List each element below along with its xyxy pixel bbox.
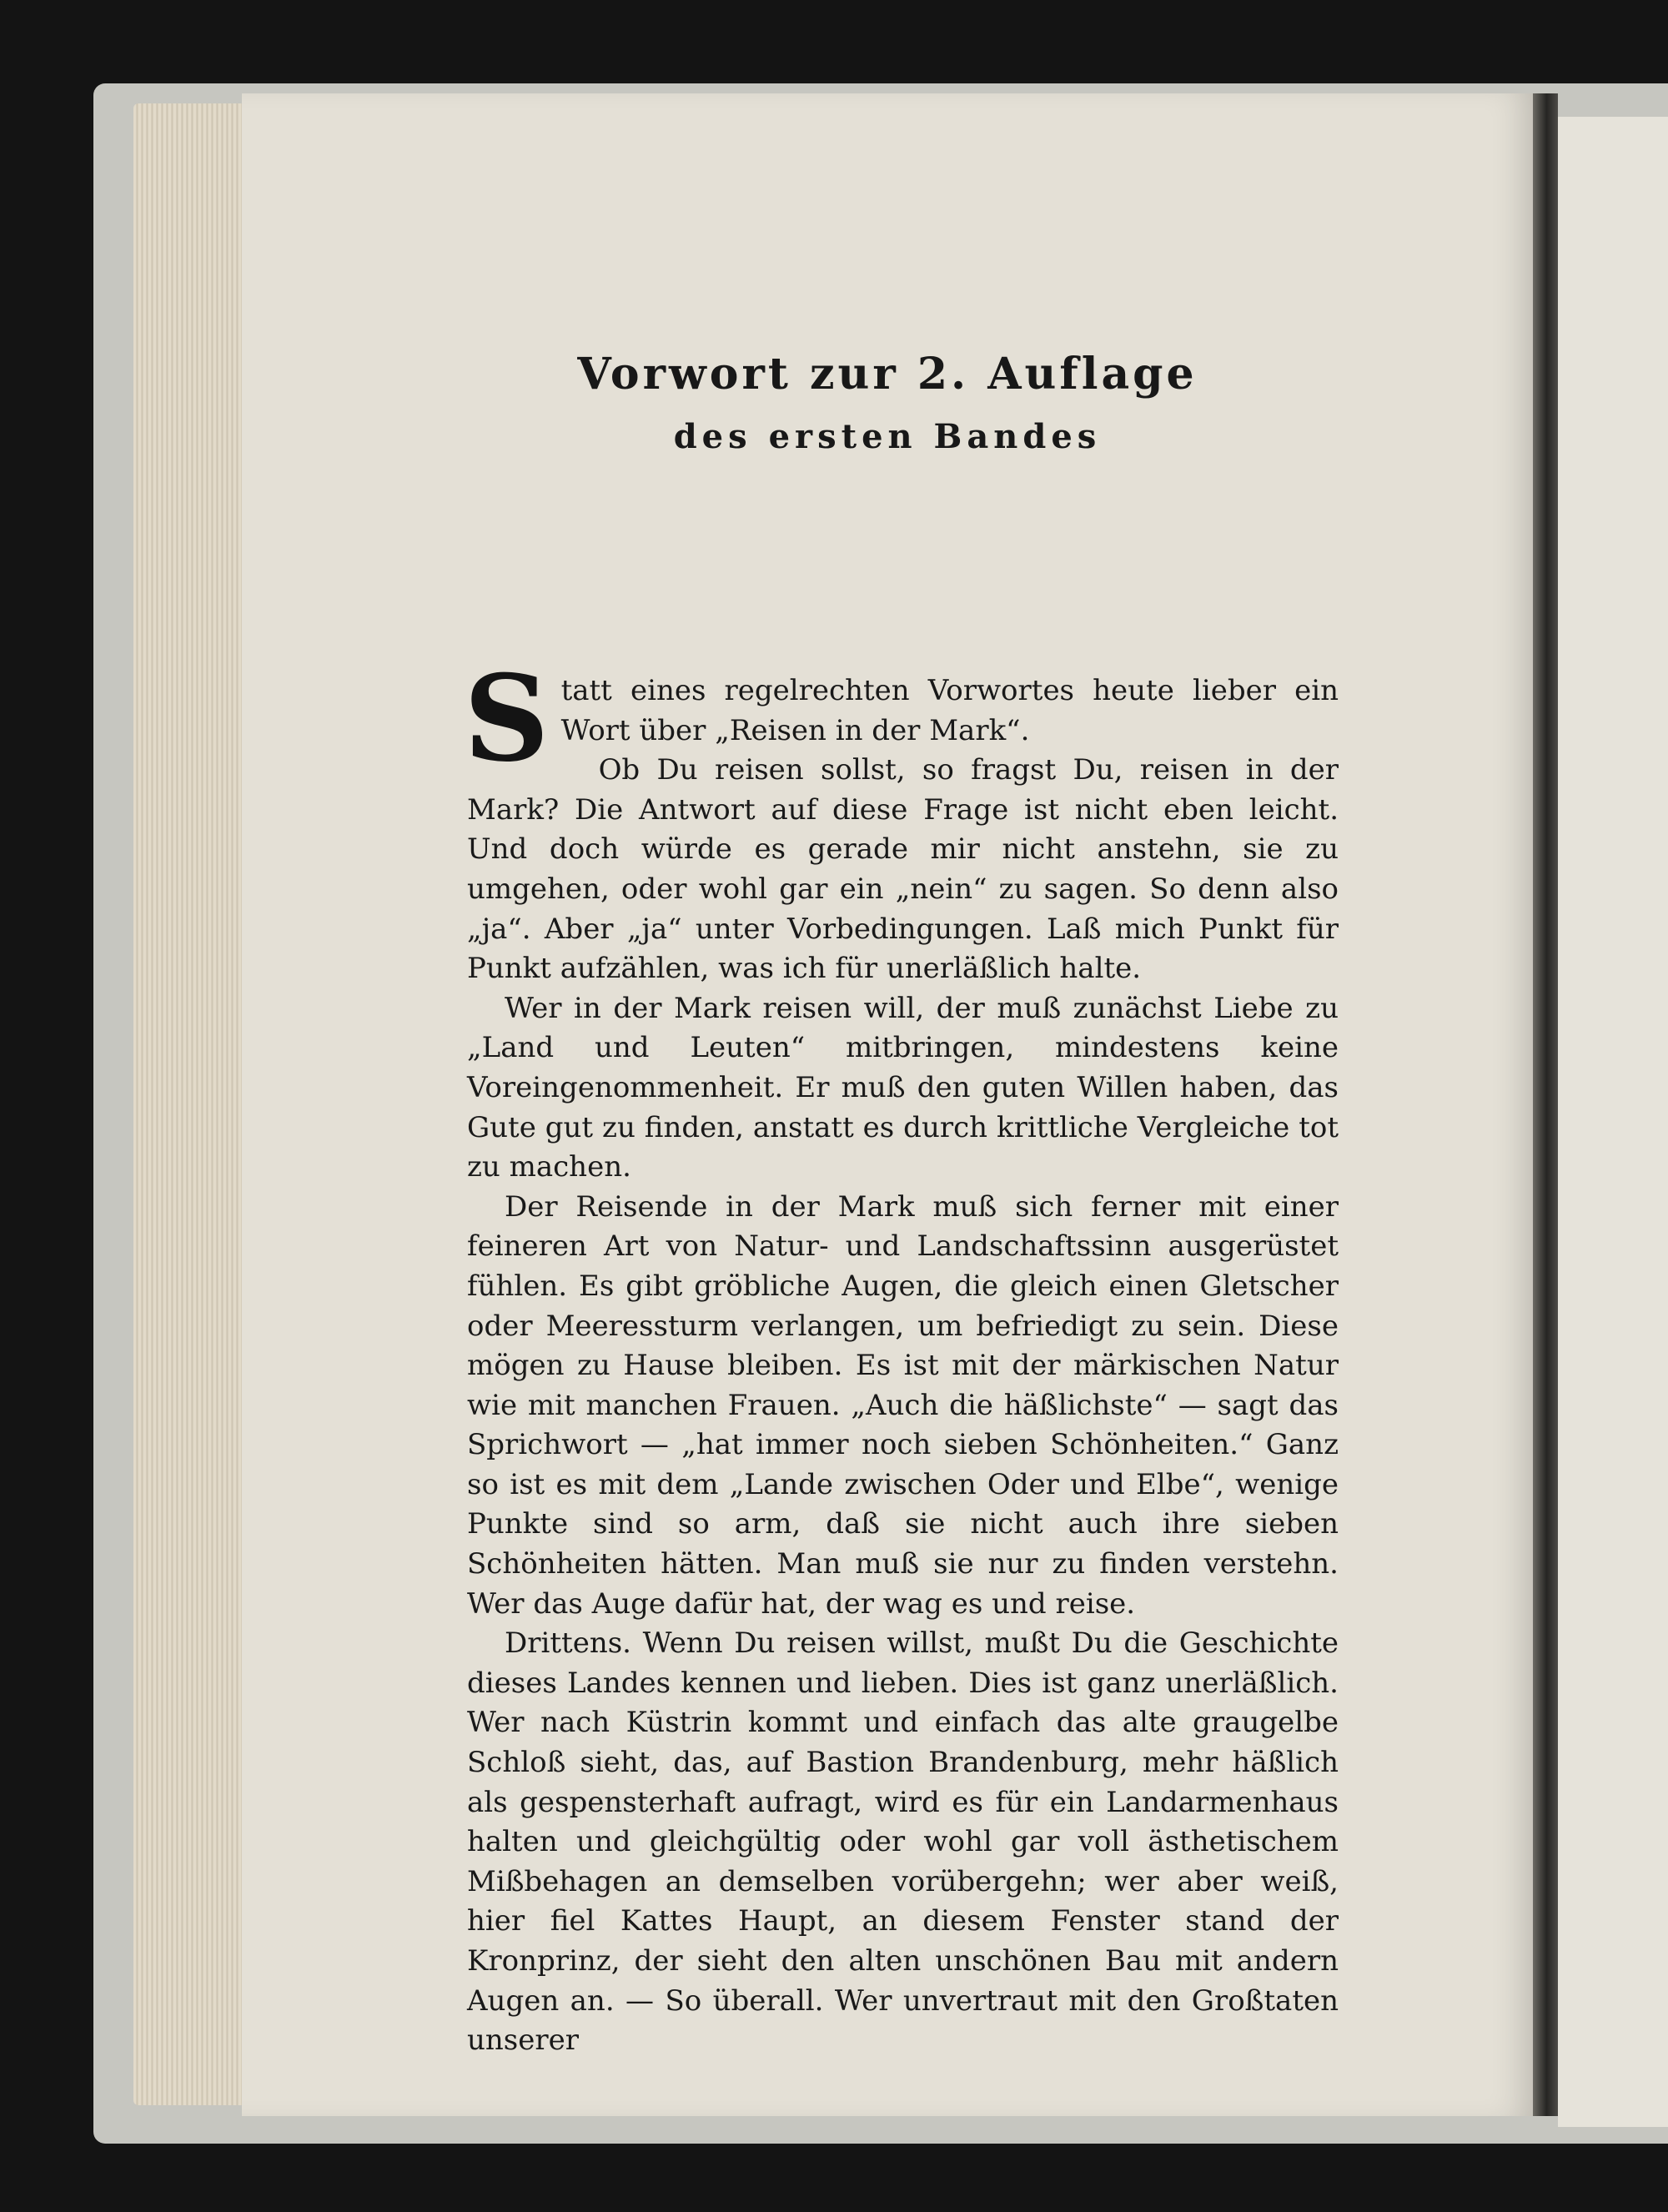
- paragraph: [464, 650, 1339, 788]
- page-subtitle: des ersten Bandes: [673, 417, 1102, 456]
- paragraph: Der Reisende in der Mark muß sich ferner mit einer feineren Art von Natur- und Landschaftssinn ausgerüstet fühlen. Es gibt gröbliche Augen, die gleich einen Gletscher oder Meeressturm verlangen, um befriedigt zu sein. Diese mögen zu Hause bleiben. Es ist mit der märkischen Natur wie mit manchen Frauen. „Auch die häßlichste“ — sagt das Sprichwort — „hat immer noch sieben Schönheiten.“ Ganz so ist es mit dem „Lande zwischen Oder und Elbe“, wenige Punkte sind so arm, daß sie nicht auch ihre sieben Schönheiten hätten. Man muß sie nur zu finden verstehn. Wer das Auge dafür hat, der wag es und reise.: [467, 1189, 1339, 1621]
- paragraph: Wer in der Mark reisen will, der muß zunächst Liebe zu „Land und Leuten“ mitbringen, mindestens keine Voreingenommenheit. Er muß den guten Willen haben, das Gute gut zu finden, anstatt es durch krittliche Vergleiche tot zu machen.: [467, 991, 1339, 1184]
- book-gutter: [1533, 93, 1558, 2116]
- facing-page: [1558, 117, 1668, 2127]
- paragraph: Ob Du reisen sollst, so fragst Du, reisen in der Mark? Die Antwort auf diese Frage ist nicht eben leicht. Und doch würde es gerade mir nicht anstehn, sie zu umgehen, oder wohl gar ein „nein“ zu sagen. So denn also „ja“. Aber „ja“ unter Vorbedingungen. Laß mich Punkt für Punkt aufzählen, was ich für unerläßlich halte.: [467, 753, 1339, 986]
- page-block-edges: [133, 103, 250, 2105]
- paragraph-text: tatt eines regelrechten Vorwortes heute lieber ein Wort über „Reisen in der Mark“.: [560, 674, 1339, 747]
- paragraph: Drittens. Wenn Du reisen willst, mußt Du die Geschichte dieses Landes kennen und lieben. Dies ist ganz unerläßlich. Wer nach Küstrin kommt und einfach das alte graugelbe Schloß sieht, das, auf Bastion Brandenburg, mehr häßlich als gespensterhaft aufragt, wird es für ein Landarmenhaus halten und gleichgültig oder wohl gar voll ästhetischem Mißbehagen an demselben vorübergehn; wer aber weiß, hier fiel Kattes Haupt, an diesem Fenster stand der Kronprinz, der sieht den alten unschönen Bau mit andern Augen an. — So überall. Wer unvertraut mit den Großtaten unserer: [467, 1626, 1339, 2058]
- drop-cap: S: [464, 650, 550, 788]
- page-title: Vorwort zur 2. Auflage: [577, 349, 1198, 400]
- body-text: [464, 650, 1339, 2061]
